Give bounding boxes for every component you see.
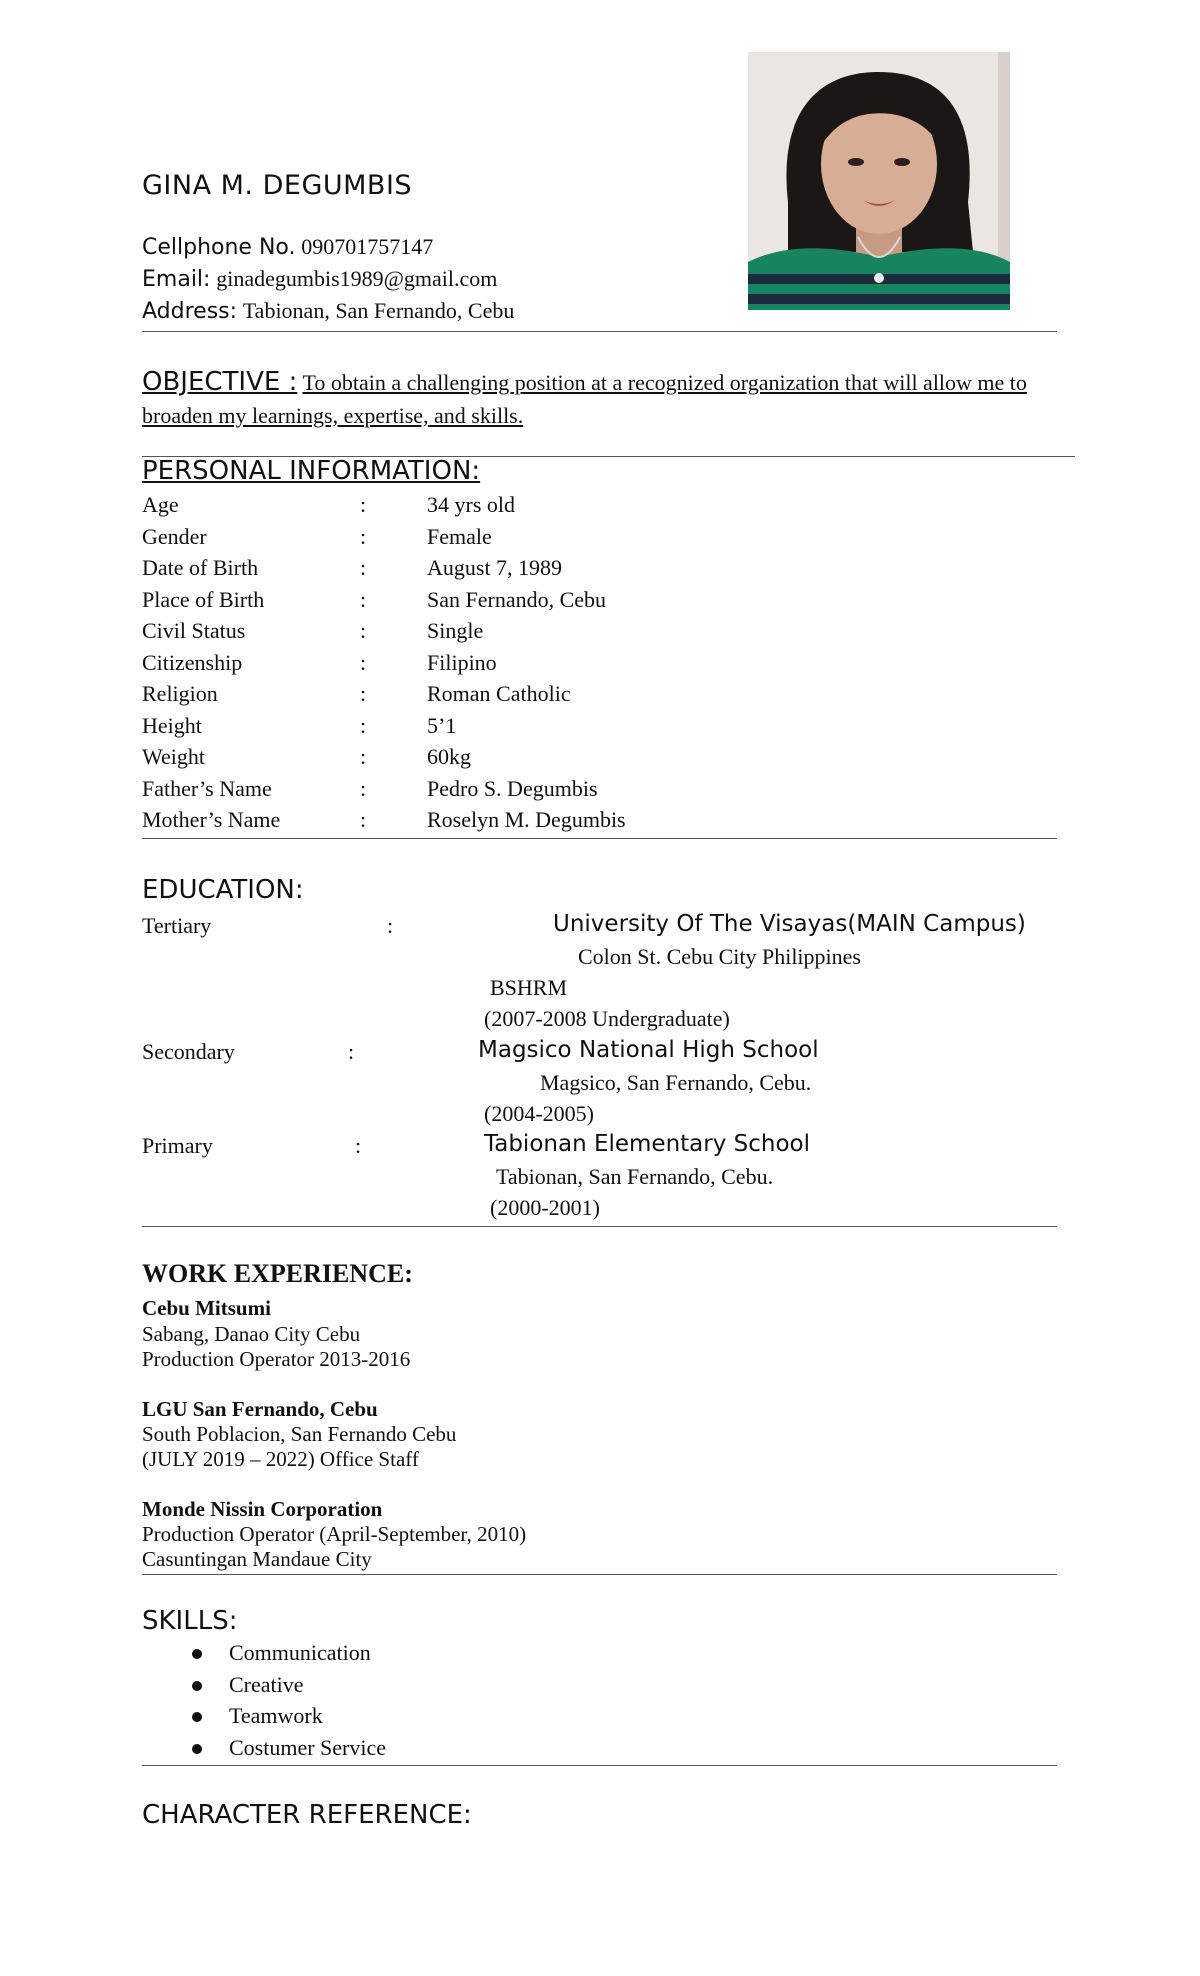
profile-photo — [748, 52, 1010, 310]
personal-info-separator: : — [360, 586, 367, 612]
personal-info-row — [142, 744, 842, 775]
job-line: South Poblacion, San Fernando Cebu — [142, 1422, 457, 1446]
personal-info-label: Date of Birth — [142, 555, 259, 580]
objective-section — [142, 366, 1047, 432]
tertiary-years: (2007-2008 Undergraduate) — [484, 1006, 730, 1031]
personal-info-value: 60kg — [427, 744, 471, 769]
job-line: Production Operator 2013-2016 — [142, 1347, 411, 1371]
job-line: (JULY 2019 – 2022) Office Staff — [142, 1447, 419, 1471]
personal-info-separator: : — [360, 492, 367, 517]
tertiary-school: University Of The Visayas(MAIN Campus) — [553, 911, 1026, 937]
skills-divider — [142, 1765, 1057, 1766]
personal-info-row — [142, 650, 842, 681]
personal-info-divider — [142, 838, 1057, 839]
work-divider — [142, 1574, 1057, 1575]
bullet-icon — [192, 1681, 202, 1691]
skill-label: Creative — [229, 1671, 304, 1697]
personal-info-row — [142, 492, 842, 523]
personal-info-row — [142, 807, 842, 838]
address-line — [142, 298, 514, 324]
primary-school: Tabionan Elementary School — [484, 1131, 811, 1157]
personal-info-label: Mother’s Name — [142, 807, 281, 832]
character-reference-heading: CHARACTER REFERENCE: — [142, 1800, 472, 1830]
tertiary-location: Colon St. Cebu City Philippines — [578, 944, 861, 969]
secondary-label: Secondary — [142, 1039, 235, 1064]
secondary-sep: : — [348, 1039, 355, 1064]
personal-info-row — [142, 618, 842, 649]
education-heading: EDUCATION: — [142, 875, 304, 905]
personal-info-value: Filipino — [427, 649, 497, 675]
email-line — [142, 266, 497, 292]
personal-info-value: August 7, 1989 — [427, 555, 563, 580]
skill-label: Teamwork — [229, 1703, 323, 1728]
job-company: Monde Nissin Corporation — [142, 1497, 383, 1521]
personal-info-row — [142, 681, 842, 712]
primary-location: Tabionan, San Fernando, Cebu. — [496, 1164, 774, 1189]
job-company: LGU San Fernando, Cebu — [142, 1397, 378, 1421]
personal-info-row — [142, 555, 842, 586]
personal-info-separator: : — [360, 681, 367, 706]
personal-info-label: Height — [142, 712, 202, 738]
personal-info-value: Female — [427, 523, 492, 549]
phone-line — [142, 234, 433, 260]
personal-info-row — [142, 776, 842, 807]
bullet-icon — [192, 1744, 202, 1754]
personal-info-separator: : — [360, 712, 367, 738]
tertiary-sep: : — [387, 913, 394, 938]
personal-info-value: Pedro S. Degumbis — [427, 775, 598, 801]
personal-info-separator: : — [360, 618, 367, 643]
secondary-location: Magsico, San Fernando, Cebu. — [540, 1070, 812, 1095]
skills-heading: SKILLS: — [142, 1606, 238, 1636]
personal-info-separator: : — [360, 744, 367, 769]
secondary-years: (2004-2005) — [484, 1101, 594, 1126]
profile-photo-illustration — [748, 52, 1010, 310]
personal-info-separator: : — [360, 523, 367, 549]
primary-label: Primary — [142, 1133, 213, 1158]
job-line: Production Operator (April-September, 2010) — [142, 1522, 527, 1546]
applicant-name: GINA M. DEGUMBIS — [142, 170, 413, 201]
personal-info-label: Civil Status — [142, 618, 246, 643]
job-line: Sabang, Danao City Cebu — [142, 1322, 361, 1346]
bullet-icon — [192, 1712, 202, 1722]
secondary-school: Magsico National High School — [478, 1037, 819, 1063]
tertiary-label: Tertiary — [142, 913, 212, 938]
personal-info-separator: : — [360, 807, 367, 832]
primary-sep: : — [355, 1133, 362, 1158]
personal-info-label: Age — [142, 492, 179, 517]
work-heading: WORK EXPERIENCE: — [142, 1259, 413, 1288]
personal-info-row — [142, 587, 842, 618]
phone-value: 090701757147 — [301, 234, 434, 259]
skill-label: Communication — [229, 1640, 371, 1665]
header-divider — [142, 331, 1057, 332]
job-company: Cebu Mitsumi — [142, 1296, 271, 1320]
personal-info-label: Citizenship — [142, 649, 243, 675]
address-value: Tabionan, San Fernando, Cebu — [242, 298, 515, 323]
tertiary-course: BSHRM — [490, 975, 568, 1000]
phone-label: Cellphone No. — [142, 235, 296, 260]
personal-info-label: Father’s Name — [142, 775, 272, 801]
personal-info-separator: : — [360, 649, 367, 675]
personal-info-label: Religion — [142, 681, 218, 706]
personal-info-separator: : — [360, 555, 367, 580]
address-label: Address: — [142, 299, 238, 324]
objective-text: To obtain a challenging position at a recognized organization that will allow me to broaden my learnings, expertise, and skills. — [142, 370, 1027, 428]
personal-info-heading: PERSONAL INFORMATION: — [142, 456, 481, 486]
job-line: Casuntingan Mandaue City — [142, 1547, 372, 1571]
objective-heading: OBJECTIVE : — [142, 367, 298, 397]
email-label: Email: — [142, 267, 211, 292]
personal-info-value: Single — [427, 618, 484, 643]
bullet-icon — [192, 1649, 202, 1659]
email-value: ginadegumbis1989@gmail.com — [216, 266, 498, 291]
personal-info-row — [142, 713, 842, 744]
skill-label: Costumer Service — [229, 1734, 387, 1760]
personal-info-row — [142, 524, 842, 555]
education-divider — [142, 1226, 1057, 1227]
personal-info-value: 5’1 — [427, 712, 457, 738]
personal-info-value: Roselyn M. Degumbis — [427, 807, 626, 832]
primary-years: (2000-2001) — [490, 1195, 600, 1220]
personal-info-separator: : — [360, 775, 367, 801]
personal-info-value: San Fernando, Cebu — [427, 586, 607, 612]
personal-info-value: 34 yrs old — [427, 492, 515, 517]
personal-info-label: Place of Birth — [142, 586, 265, 612]
personal-info-value: Roman Catholic — [427, 681, 571, 706]
personal-info-label: Weight — [142, 744, 205, 769]
personal-info-label: Gender — [142, 523, 207, 549]
